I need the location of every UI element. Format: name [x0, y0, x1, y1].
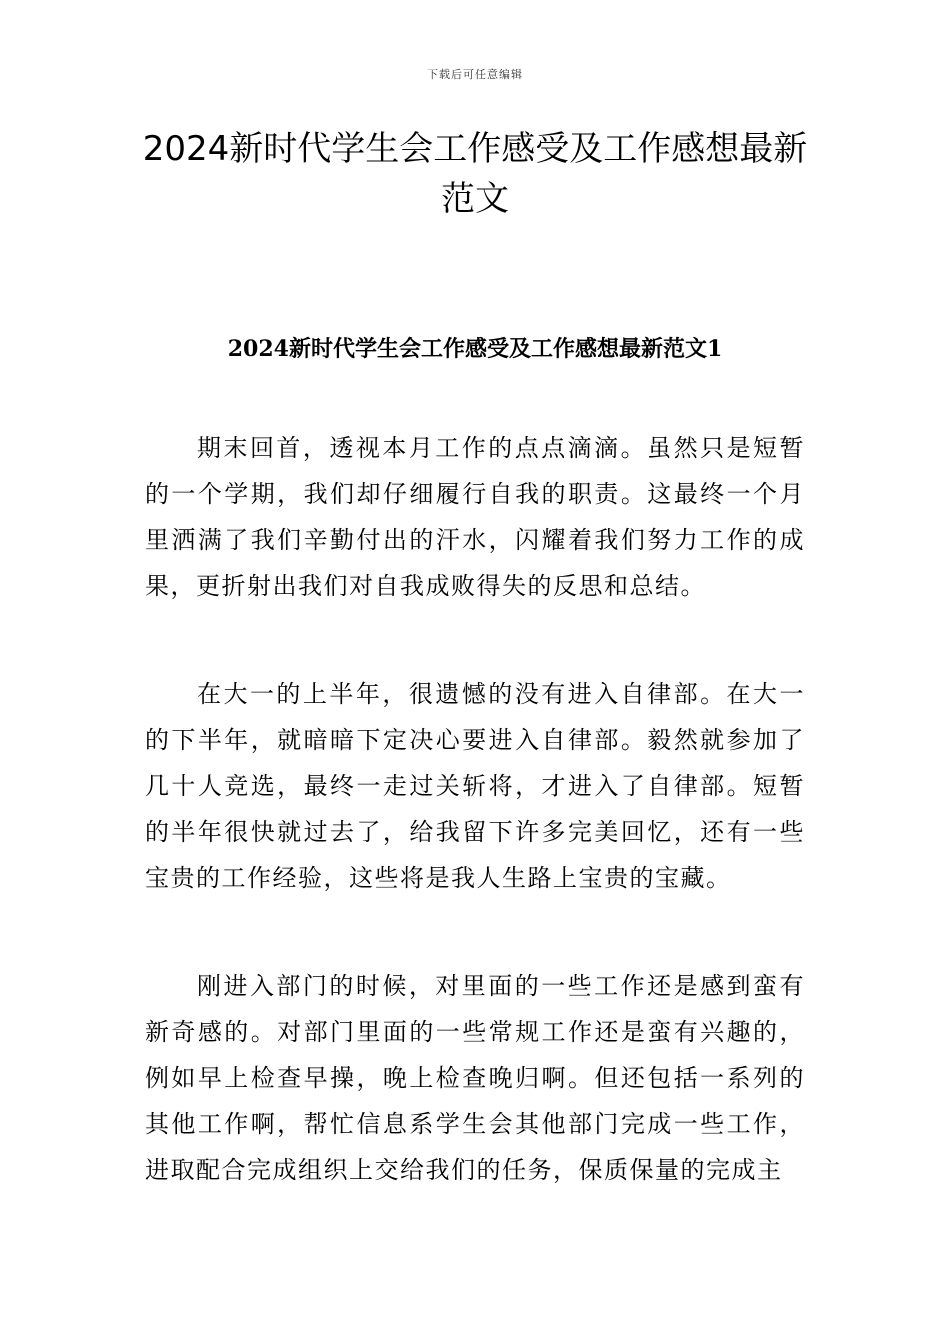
- body-paragraph-2: 在大一的上半年，很遗憾的没有进入自律部。在大一的下半年，就暗暗下定决心要进入自律部。毅然就参加了几十人竞选，最终一走过关斩将，才进入了自律部。短暂的半年很快就过去了，给我留下许多完美回忆，还有一些宝贵的工作经验，这些将是我人生路上宝贵的宝藏。: [145, 680, 805, 892]
- body-paragraph-1: 期末回首，透视本月工作的点点滴滴。虽然只是短暂的一个学期，我们却仔细履行自我的职责。这最终一个月里洒满了我们辛勤付出的汗水，闪耀着我们努力工作的成果，更折射出我们对自我成败得失的反思和总结。: [145, 434, 805, 600]
- body-paragraph-3: 刚进入部门的时候，对里面的一些工作还是感到蛮有新奇感的。对部门里面的一些常规工作还是蛮有兴趣的，例如早上检查早操，晚上检查晚归啊。但还包括一系列的其他工作啊，帮忙信息系学生会其他部门完成一些工作，进取配合完成组织上交给我们的任务，保质保量的完成主: [145, 972, 805, 1184]
- download-note: 下载后可任意编辑: [427, 68, 523, 81]
- section-title: 2024新时代学生会工作感受及工作感想最新范文1: [227, 336, 723, 362]
- document-title: 2024新时代学生会工作感受及工作感想最新范文: [142, 129, 808, 219]
